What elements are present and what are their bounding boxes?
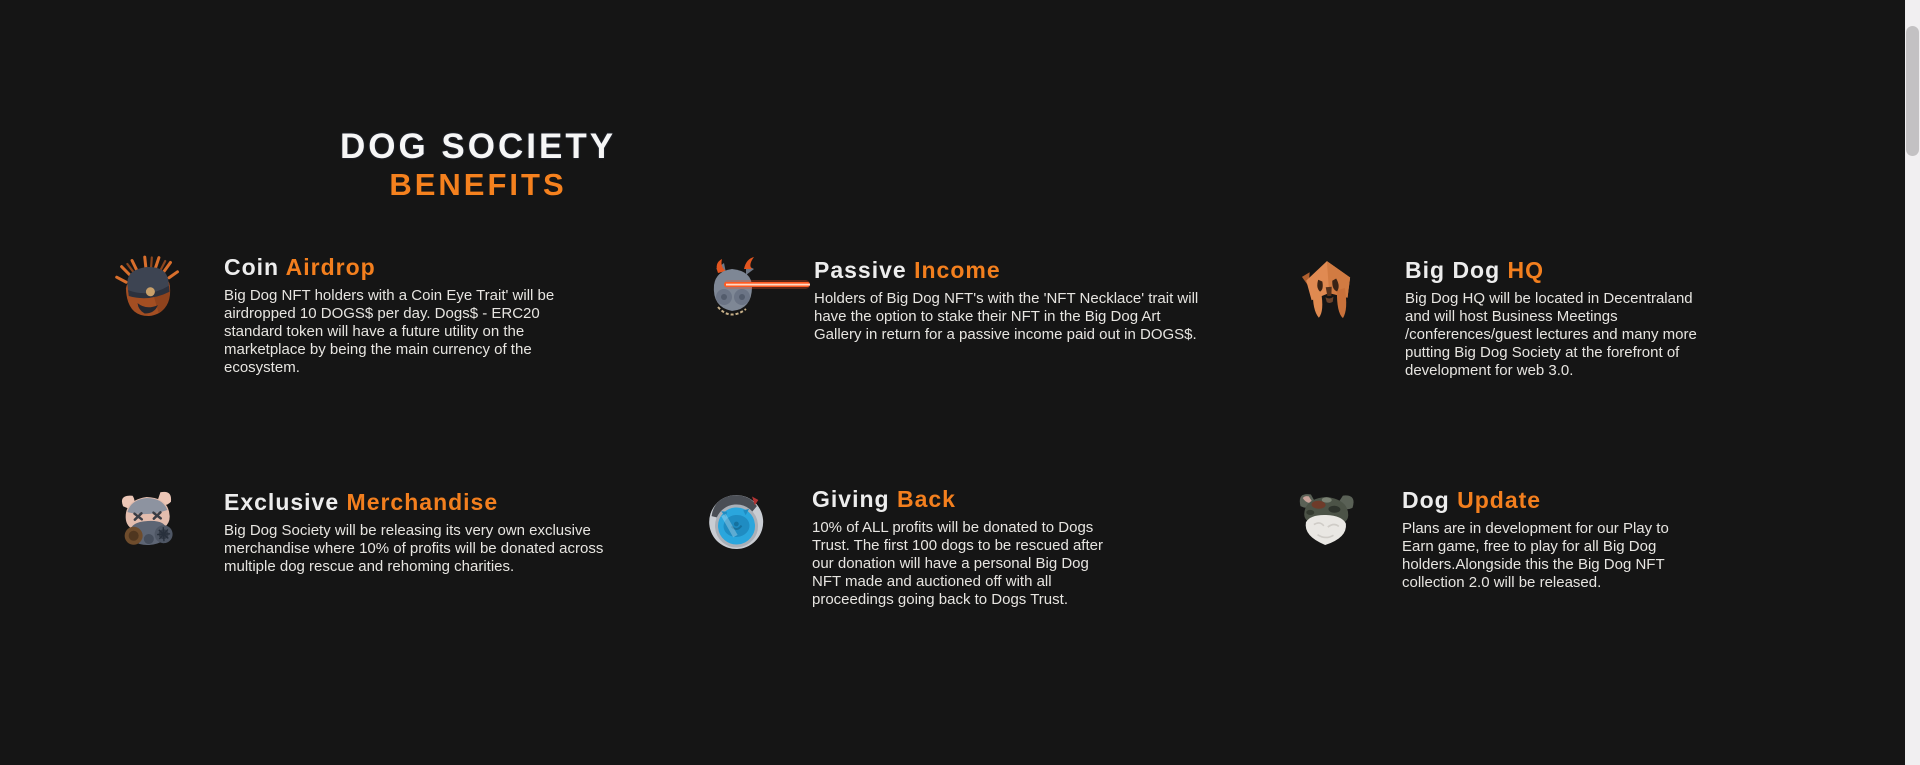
card-text <box>814 255 1206 344</box>
benefit-card-giving-back <box>700 484 1114 609</box>
card-text <box>812 484 1114 609</box>
card-title-orange: Update <box>1457 487 1542 513</box>
card-text <box>224 252 596 377</box>
benefit-card-dog-update <box>1290 485 1704 592</box>
face-mask-camo-dog-icon <box>1290 485 1366 557</box>
card-title <box>224 489 636 515</box>
coin-airdrop-dog-icon <box>112 252 188 324</box>
card-text <box>224 487 636 576</box>
card-text <box>1405 255 1707 380</box>
card-description: Plans are in development for our Play to Earn game, free to play for all Big Dog holders.Alongside this the Big Dog NFT collection 2.0 will be released. <box>1402 520 1669 591</box>
page-title: DOG SOCIETY <box>339 127 617 166</box>
card-title-white: Coin <box>224 254 280 280</box>
card-description: Holders of Big Dog NFT's with the 'NFT Necklace' trait will have the option to stake their NFT in the Big Dog Art Gallery in return for a passive income paid out in DOGS$. <box>814 290 1199 343</box>
benefit-card-exclusive-merchandise <box>112 487 636 576</box>
card-title <box>1405 257 1707 283</box>
big-dog-hq-gladiator-dog-icon <box>1293 255 1369 327</box>
card-title-orange: Merchandise <box>346 489 499 515</box>
card-description: Big Dog NFT holders with a Coin Eye Trait' will be airdropped 10 DOGS$ per day. Dogs$ - ERC20 standard token will have a future utility on the marketplace by being the main currency of the ecosystem. <box>224 287 555 376</box>
section-header <box>238 128 718 202</box>
card-title-white: Exclusive <box>224 489 340 515</box>
card-title <box>812 486 1114 512</box>
benefit-card-coin-airdrop <box>112 252 596 377</box>
card-title-orange: Back <box>896 486 956 512</box>
card-description: 10% of ALL profits will be donated to Dogs Trust. The first 100 dogs to be rescued after our donation will have a personal Big Dog NFT made and auctioned off with all proceedings going back to Dogs Trust. <box>812 519 1103 608</box>
card-description: Big Dog Society will be releasing its very own exclusive merchandise where 10% of profits will be donated across multiple dog rescue and rehoming charities. <box>224 522 604 575</box>
card-title-white: Big Dog <box>1405 257 1501 283</box>
scrollbar-thumb[interactable] <box>1906 26 1919 156</box>
card-title-white: Passive <box>814 257 907 283</box>
card-text <box>1402 485 1704 592</box>
astronaut-helmet-dog-icon <box>700 484 776 556</box>
card-title-orange: HQ <box>1507 257 1545 283</box>
card-title <box>1402 487 1704 513</box>
gas-mask-dog-icon <box>112 487 188 559</box>
card-title-white: Dog <box>1402 487 1450 513</box>
benefit-card-passive-income <box>702 255 1206 344</box>
card-title-white: Giving <box>812 486 890 512</box>
card-title-orange: Airdrop <box>285 254 376 280</box>
card-title <box>814 257 1206 283</box>
card-description: Big Dog HQ will be located in Decentraland and will host Business Meetings /conferences/guest lectures and many more putting Big Dog Society at the forefront of development for web 3.0. <box>1405 290 1697 379</box>
card-title-orange: Income <box>914 257 1001 283</box>
scrollbar-track[interactable] <box>1905 0 1920 765</box>
benefit-card-big-dog-hq <box>1293 255 1707 380</box>
page-subtitle: BENEFITS <box>389 167 567 202</box>
passive-income-laser-dog-icon <box>702 255 778 327</box>
card-title <box>224 254 596 280</box>
